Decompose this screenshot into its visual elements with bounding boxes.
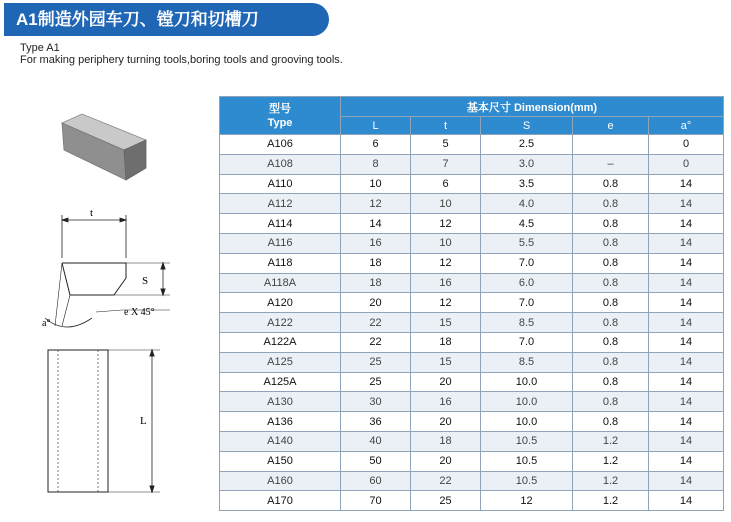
type-cell: A130 <box>220 392 341 412</box>
insert-3d-view <box>62 114 146 180</box>
table-row <box>220 352 724 372</box>
table-row <box>220 233 724 253</box>
a-cell: 14 <box>649 174 724 194</box>
s-cell: 10.5 <box>481 451 573 471</box>
table-row <box>220 154 724 174</box>
s-cell: 7.0 <box>481 332 573 352</box>
t-cell: 20 <box>411 412 481 432</box>
spec-table <box>219 96 724 511</box>
label-a: a° <box>42 318 51 329</box>
l-cell: 22 <box>341 332 411 352</box>
table-row <box>220 491 724 511</box>
table-row <box>220 273 724 293</box>
s-cell: 3.0 <box>481 154 573 174</box>
t-cell: 12 <box>411 253 481 273</box>
l-cell: 30 <box>341 392 411 412</box>
s-cell: 12 <box>481 491 573 511</box>
l-cell: 14 <box>341 214 411 234</box>
e-cell: 0.8 <box>573 174 649 194</box>
label-e: e X 45° <box>124 307 155 318</box>
l-cell: 8 <box>341 154 411 174</box>
t-cell: 16 <box>411 273 481 293</box>
table-row <box>220 431 724 451</box>
a-cell: 14 <box>649 352 724 372</box>
e-cell: 0.8 <box>573 253 649 273</box>
a-cell: 14 <box>649 412 724 432</box>
table-row <box>220 293 724 313</box>
col-header-t: t <box>411 117 481 135</box>
l-cell: 18 <box>341 253 411 273</box>
s-cell: 3.5 <box>481 174 573 194</box>
t-cell: 12 <box>411 293 481 313</box>
type-cell: A108 <box>220 154 341 174</box>
type-line: Type A1 <box>20 42 60 54</box>
t-cell: 20 <box>411 372 481 392</box>
type-header-en: Type <box>267 116 293 129</box>
t-cell: 10 <box>411 194 481 214</box>
l-cell: 40 <box>341 431 411 451</box>
s-cell: 10.0 <box>481 412 573 432</box>
l-cell: 22 <box>341 313 411 333</box>
type-cell: A136 <box>220 412 341 432</box>
a-cell: 14 <box>649 194 724 214</box>
label-l: L <box>140 415 147 427</box>
table-row <box>220 392 724 412</box>
a-cell: 14 <box>649 392 724 412</box>
l-cell: 60 <box>341 471 411 491</box>
type-cell: A112 <box>220 194 341 214</box>
t-cell: 25 <box>411 491 481 511</box>
type-cell: A116 <box>220 233 341 253</box>
s-cell: 10.5 <box>481 471 573 491</box>
table-row <box>220 451 724 471</box>
t-cell: 16 <box>411 392 481 412</box>
table-row <box>220 135 724 155</box>
s-cell: 5.5 <box>481 233 573 253</box>
a-cell: 14 <box>649 233 724 253</box>
label-t: t <box>90 207 94 219</box>
e-cell: 0.8 <box>573 273 649 293</box>
l-cell: 36 <box>341 412 411 432</box>
label-s: S <box>142 275 149 287</box>
type-cell: A122A <box>220 332 341 352</box>
l-cell: 10 <box>341 174 411 194</box>
s-cell: 4.0 <box>481 194 573 214</box>
e-cell: 0.8 <box>573 194 649 214</box>
a-cell: 14 <box>649 431 724 451</box>
type-cell: A150 <box>220 451 341 471</box>
l-cell: 50 <box>341 451 411 471</box>
t-cell: 18 <box>411 431 481 451</box>
s-cell: 6.0 <box>481 273 573 293</box>
a-cell: 14 <box>649 471 724 491</box>
table-row <box>220 471 724 491</box>
page-title: A1制造外园车刀、镗刀和切槽刀 <box>4 3 329 36</box>
type-cell: A160 <box>220 471 341 491</box>
l-cell: 25 <box>341 352 411 372</box>
e-cell: 1.2 <box>573 471 649 491</box>
a-cell: 0 <box>649 135 724 155</box>
table-row <box>220 194 724 214</box>
a-cell: 14 <box>649 293 724 313</box>
table-row <box>220 372 724 392</box>
a-cell: 14 <box>649 372 724 392</box>
type-header-cn: 型号 <box>269 102 291 115</box>
table-row <box>220 214 724 234</box>
type-cell: A118A <box>220 273 341 293</box>
l-cell: 6 <box>341 135 411 155</box>
l-cell: 16 <box>341 233 411 253</box>
dimension-t <box>62 215 126 258</box>
col-header-l: L <box>341 117 411 135</box>
t-cell: 10 <box>411 233 481 253</box>
s-cell: 7.0 <box>481 293 573 313</box>
col-header-a: a° <box>649 117 724 135</box>
col-header-s: S <box>481 117 573 135</box>
e-cell: 0.8 <box>573 412 649 432</box>
e-cell: 0.8 <box>573 392 649 412</box>
t-cell: 7 <box>411 154 481 174</box>
a-cell: 14 <box>649 313 724 333</box>
e-cell: 0.8 <box>573 372 649 392</box>
l-cell: 70 <box>341 491 411 511</box>
e-cell: – <box>573 154 649 174</box>
type-cell: A118 <box>220 253 341 273</box>
t-cell: 12 <box>411 214 481 234</box>
l-cell: 20 <box>341 293 411 313</box>
e-cell: 1.2 <box>573 451 649 471</box>
table-row <box>220 174 724 194</box>
col-header-e: e <box>573 117 649 135</box>
type-header <box>220 97 341 135</box>
technical-drawing <box>0 90 212 510</box>
s-cell: 10.5 <box>481 431 573 451</box>
dimension-header: 基本尺寸 Dimension(mm) <box>341 97 724 117</box>
e-cell: 0.8 <box>573 233 649 253</box>
t-cell: 18 <box>411 332 481 352</box>
table-row <box>220 313 724 333</box>
a-cell: 14 <box>649 332 724 352</box>
table-row <box>220 412 724 432</box>
e-cell: 1.2 <box>573 431 649 451</box>
type-cell: A114 <box>220 214 341 234</box>
t-cell: 15 <box>411 313 481 333</box>
s-cell: 2.5 <box>481 135 573 155</box>
e-cell: 1.2 <box>573 491 649 511</box>
description-line: For making periphery turning tools,boring tools and grooving tools. <box>20 54 343 66</box>
e-cell: 0.8 <box>573 293 649 313</box>
a-cell: 14 <box>649 451 724 471</box>
a-cell: 14 <box>649 273 724 293</box>
a-cell: 0 <box>649 154 724 174</box>
e-cell <box>573 135 649 155</box>
type-cell: A122 <box>220 313 341 333</box>
t-cell: 20 <box>411 451 481 471</box>
t-cell: 22 <box>411 471 481 491</box>
type-cell: A125 <box>220 352 341 372</box>
s-cell: 10.0 <box>481 372 573 392</box>
e-cell: 0.8 <box>573 332 649 352</box>
type-cell: A140 <box>220 431 341 451</box>
s-cell: 4.5 <box>481 214 573 234</box>
table-row <box>220 332 724 352</box>
e-cell: 0.8 <box>573 214 649 234</box>
l-cell: 25 <box>341 372 411 392</box>
type-cell: A120 <box>220 293 341 313</box>
s-cell: 10.0 <box>481 392 573 412</box>
s-cell: 7.0 <box>481 253 573 273</box>
type-cell: A170 <box>220 491 341 511</box>
l-cell: 18 <box>341 273 411 293</box>
a-cell: 14 <box>649 214 724 234</box>
type-cell: A125A <box>220 372 341 392</box>
t-cell: 6 <box>411 174 481 194</box>
l-cell: 12 <box>341 194 411 214</box>
a-cell: 14 <box>649 491 724 511</box>
e-cell: 0.8 <box>573 352 649 372</box>
type-cell: A106 <box>220 135 341 155</box>
s-cell: 8.5 <box>481 313 573 333</box>
type-cell: A110 <box>220 174 341 194</box>
s-cell: 8.5 <box>481 352 573 372</box>
t-cell: 15 <box>411 352 481 372</box>
e-cell: 0.8 <box>573 313 649 333</box>
table-row <box>220 253 724 273</box>
a-cell: 14 <box>649 253 724 273</box>
t-cell: 5 <box>411 135 481 155</box>
